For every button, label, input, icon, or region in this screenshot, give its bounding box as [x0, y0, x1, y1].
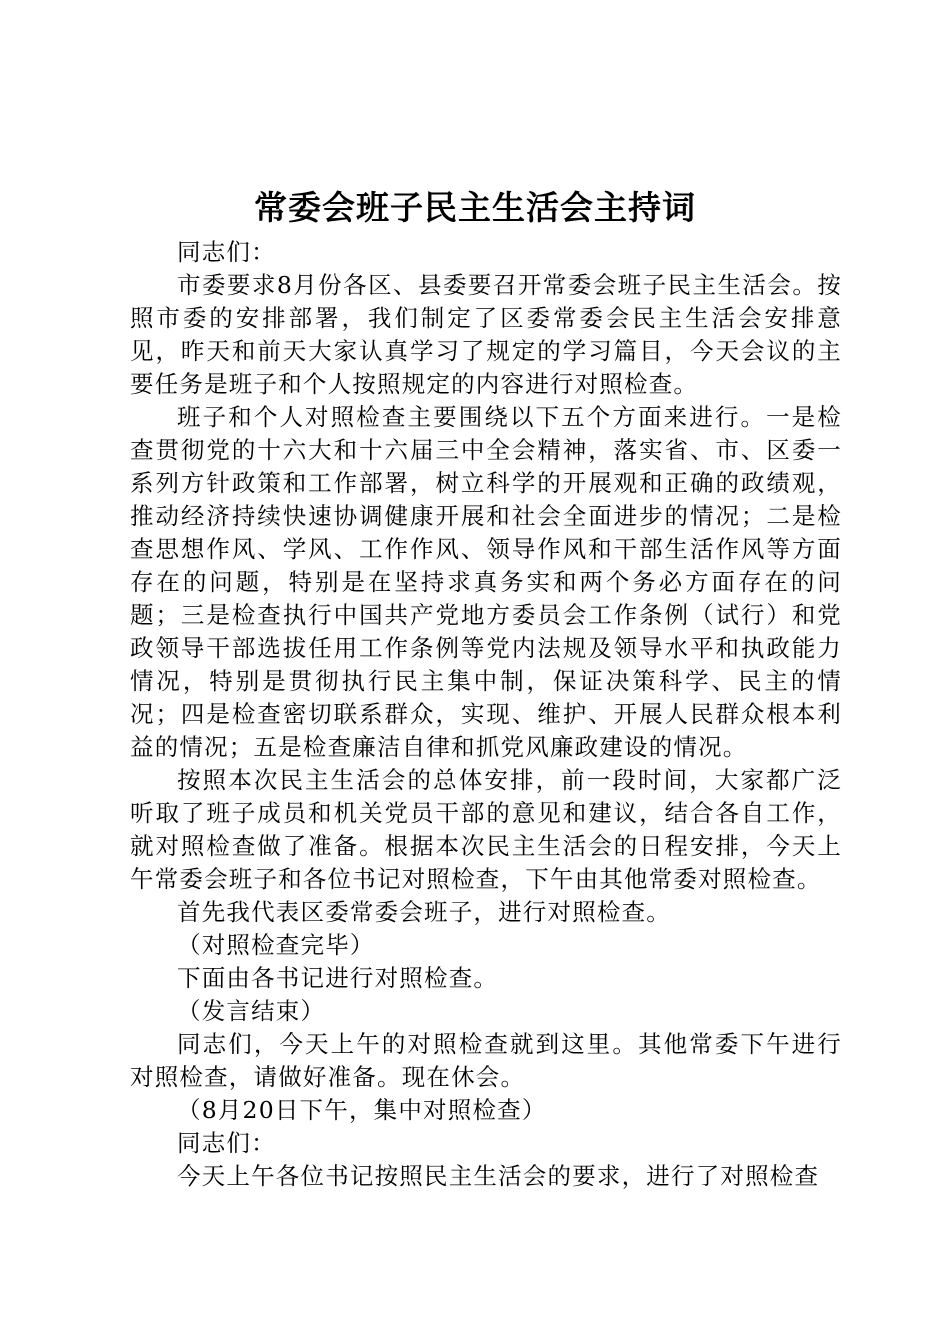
paragraph-intro: 市委要求8月份各区、县委要召开常委会班子民主生活会。按照市委的安排部署，我们制定了区委常委会民主生活会安排意见，昨天和前天大家认真学习了规定的学习篇目，今天会议的主要任务是班子和个人按照规定的内容进行对照检查。 — [130, 271, 842, 398]
paragraph-adjourn: 同志们，今天上午的对照检查就到这里。其他常委下午进行对照检查，请做好准备。现在休会。 — [130, 1030, 842, 1091]
paragraph-five-aspects: 班子和个人对照检查主要围绕以下五个方面来进行。一是检查贯彻党的十六大和十六届三中全会精神，落实省、市、区委一系列方针政策和工作部署，树立科学的开展观和正确的政绩观，推动经济持续快速协调健康开展和社会全面进步的情况；二是检查思想作风、学风、工作作风、领导作风和干部生活作风等方面存在的问题，特别是在坚持求真务实和两个务必方面存在的问题；三是检查执行中国共产党地方委员会工作条例（试行）和党政领导干部选拔任用工作条例等党内法规及领导水平和执政能力情况，特别是贯彻执行民主集中制，保证决策科学、民主的情况；四是检查密切联系群众，实现、维护、开展人民群众根本利益的情况；五是检查廉洁自律和抓党风廉政建设的情况。 — [130, 403, 842, 761]
document-body — [130, 236, 842, 1193]
paragraph-afternoon-intro: 今天上午各位书记按照民主生活会的要求，进行了对照检查 — [177, 1162, 820, 1190]
paragraph-arrangement: 按照本次民主生活会的总体安排，前一段时间，大家都广泛听取了班子成员和机关党员干部的意见和建议，结合各自工作，就对照检查做了准备。根据本次民主生活会的日程安排，今天上午常委会班子和各位书记对照检查，下午由其他常委对照检查。 — [130, 766, 842, 893]
paragraph-note-afternoon: （8月20日下午，集中对照检查） — [177, 1096, 547, 1124]
paragraph-first-review: 首先我代表区委常委会班子，进行对照检查。 — [177, 898, 671, 926]
paragraph-secretaries-review: 下面由各书记进行对照检查。 — [177, 964, 499, 992]
paragraph-salutation-afternoon: 同志们： — [177, 1129, 276, 1157]
paragraph-note-review-done: （对照检查完毕） — [177, 931, 375, 959]
paragraph-salutation: 同志们： — [177, 238, 276, 266]
paragraph-note-speech-end: （发言结束） — [177, 997, 326, 1025]
document-title: 常委会班子民主生活会主持词 — [254, 188, 696, 227]
